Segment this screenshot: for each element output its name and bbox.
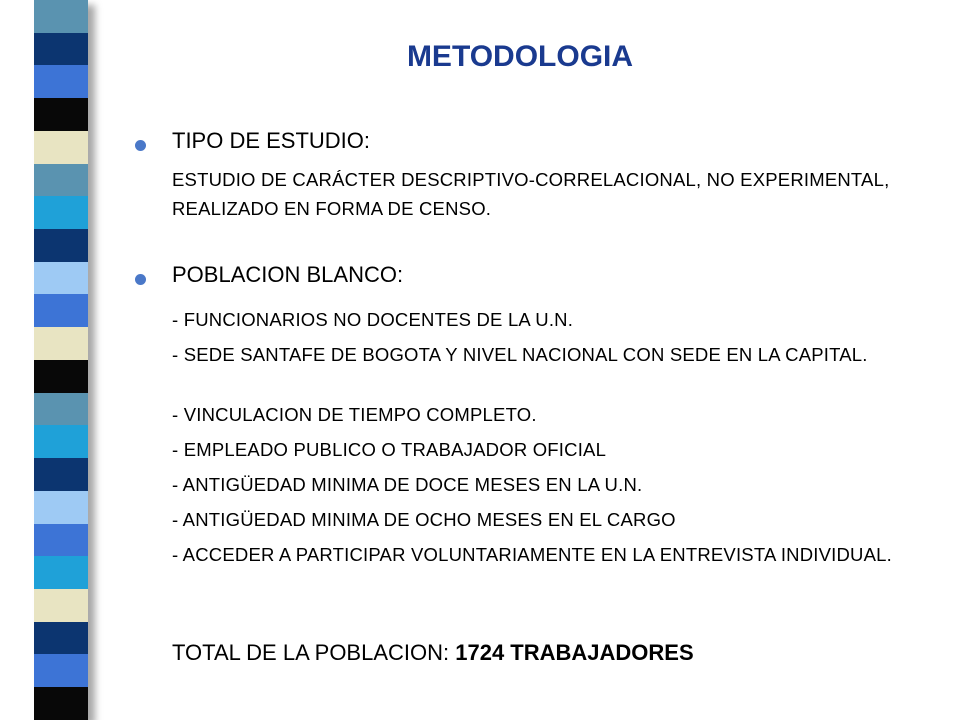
list-item: - SEDE SANTAFE DE BOGOTA Y NIVEL NACIONAL CON SEDE EN LA CAPITAL. xyxy=(172,344,868,365)
stripe xyxy=(34,65,88,98)
stripe xyxy=(34,196,88,229)
stripe xyxy=(34,262,88,295)
stripe xyxy=(34,458,88,491)
stripe xyxy=(34,229,88,262)
total-label: TOTAL DE LA POBLACION: xyxy=(172,640,456,665)
stripe xyxy=(34,524,88,557)
section-heading-poblacion: POBLACION BLANCO: xyxy=(172,262,404,287)
list-item: - ACCEDER A PARTICIPAR VOLUNTARIAMENTE EN LA ENTREVISTA INDIVIDUAL. xyxy=(172,544,892,565)
list-item: - ANTIGÜEDAD MINIMA DE DOCE MESES EN LA U.N. xyxy=(172,474,643,495)
list-item: - ANTIGÜEDAD MINIMA DE OCHO MESES EN EL CARGO xyxy=(172,509,676,530)
list-item: - VINCULACION DE TIEMPO COMPLETO. xyxy=(172,404,537,425)
stripe xyxy=(34,327,88,360)
section-heading-estudio: TIPO DE ESTUDIO: xyxy=(172,128,371,153)
total-value: 1724 TRABAJADORES xyxy=(455,640,694,665)
page-title: METODOLOGIA xyxy=(406,40,634,73)
stripe xyxy=(34,98,88,131)
stripe xyxy=(34,0,88,33)
bullet-dot-icon xyxy=(135,274,146,285)
decorative-stripe-bar xyxy=(34,0,88,720)
stripe xyxy=(34,33,88,66)
stripe xyxy=(34,491,88,524)
total-population xyxy=(172,640,694,666)
stripe xyxy=(34,131,88,164)
stripe xyxy=(34,589,88,622)
stripe xyxy=(34,622,88,655)
stripe xyxy=(34,556,88,589)
stripe xyxy=(34,654,88,687)
section-text-estudio: ESTUDIO DE CARÁCTER DESCRIPTIVO-CORRELACIONAL, NO EXPERIMENTAL, REALIZADO EN FORMA DE CENSO. xyxy=(172,169,890,219)
list-item: - EMPLEADO PUBLICO O TRABAJADOR OFICIAL xyxy=(172,439,607,460)
stripe xyxy=(34,164,88,197)
stripe xyxy=(34,294,88,327)
stripe xyxy=(34,393,88,426)
list-item: - FUNCIONARIOS NO DOCENTES DE LA U.N. xyxy=(172,309,574,330)
stripe xyxy=(34,687,88,720)
stripe xyxy=(34,425,88,458)
stripe xyxy=(34,360,88,393)
bullet-dot-icon xyxy=(135,140,146,151)
